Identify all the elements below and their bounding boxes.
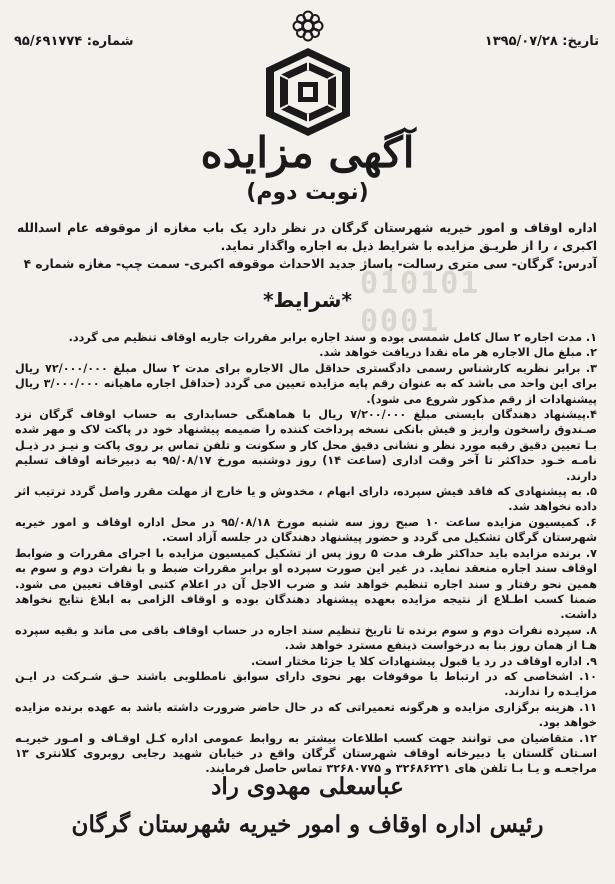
signatory-name: عباسعلی مهدوی راد [211, 773, 404, 800]
condition-item: ۱۲. متقاضیان می توانند جهت کسب اطلاعات بیشتر به روابط عمومی اداره کـل اوقـاف و امـور خیریـه اسـتان گلستان یا دبیرخانه اوقاف شهرستان گرگان واقع در خیابان شهید رجایی روبروی کلانتری ۱۳ مراجعـه و یـا بـا تلفن های ۳۲۶۸۶۲۲۱ و ۳۲۶۸۰۷۷۵ تماس حاصل فرمایند. [15, 731, 597, 776]
address-line: آدرس: گرگان- سی متری رسالت- پاساژ جدید الاحداث موقوفه اکبری- سمت چپ- مغازه شماره ۴ [23, 257, 597, 271]
flower-ornament-icon [290, 8, 326, 44]
conditions-list [15, 330, 597, 777]
condition-item: ۸. سپرده نفرات دوم و سوم برنده تا تاریخ تنظیم سند اجاره در حساب اوقاف باقی می ماند و بقیه سپرده هـا از همان روز بنا به درخواست ذینفع مسترد خواهد شد. [15, 623, 597, 653]
condition-item: ۹. اداره اوقاف در رد یا قبول پیشنهادات کلا یا جزئا مختار است. [250, 654, 597, 668]
notice-subtitle: (نوبت دوم) [246, 180, 369, 205]
condition-item: ۷. برنده مزایده باید حداکثر ظرف مدت ۵ روز پس از تشکیل کمیسیون مزایده با اجرای مقررات و ضوابط اوقاف سند اجاره منعقد نماید. در غیر این صورت سپرده او برابر مقررات ضبط و با نفرات دوم و سوم به همین نحو رفتار و سند اجاره تنظیم خواهد شد و ضرب الاجل آن در اعلام کتبی اوقاف تعیین می شود. ضمنا کسب اطـلاع از نتیجه مزایده بعهده پیشنهاد دهندگان بوده و اوقاف الزامی به ابلاغ نتایج نخواهد داشت. [15, 546, 597, 622]
background-watermark: 010101 0001 [360, 266, 481, 339]
condition-item: ۵. به پیشنهادی که فاقد فیش سپرده، دارای ابهام ، مخدوش و یا خارج از مهلت مقرر واصل گردد ترتیب اثر داده نخواهد شد. [15, 485, 597, 514]
notice-title: آگهی مزایده [200, 128, 415, 177]
condition-item: ۶. کمیسیون مزایده ساعت ۱۰ صبح روز سه شنبه مورخ ۹۵/۰۸/۱۸ در محل اداره اوقاف و امور خیریه شهرستان گرگان تشکیل می گردد و حضور پیشنهاد دهندگان در جلسه آزاد است. [15, 515, 598, 545]
condition-item: ۱. مدت اجاره ۲ سال کامل شمسی بوده و سند اجاره برابر مقررات جاریه اوقاف تنظیم می گردد. [68, 331, 597, 344]
conditions-heading: *شرایط* [263, 288, 352, 312]
condition-item: ۱۰. اشخاصی که در ارتباط با موقوفات بهر نحوی دارای سوابق نامطلوبی باشند حـق شـرکت در ایـن مزایـده را ندارند. [15, 669, 597, 699]
awqaf-emblem-icon [258, 46, 358, 138]
condition-item: ۲. مبلغ مال الاجاره هر ماه نقدا دریافت خواهد شد. [319, 346, 597, 360]
condition-item: ۴.پیشنهاد دهندگان بایستی مبلغ ۷/۲۰۰/۰۰۰ ریال با هماهنگی حسابداری به حساب اوقاف گرگان نزد صـندوق راسخون واریز و فیش بانکی نسخه پرداخت کننده را ضمیمه پیشنهاد خود در پاکت لاک و مهر شده بـا تعیین دقیق رقبه مورد نظر و نشانی دقیق محل کار و سکونت و تلفن تماس بر روی پاکت و نیـز در ذیـل نامـه خـود حداکثر تا آخر وقت اداری (ساعت ۱۴) روز دوشنبه مورخ ۹۵/۰۸/۱۷ به دبیرخانه اوقاف تسلیم دارند. [15, 408, 597, 483]
condition-item: ۱۱. هزینه برگزاری مزایده و هرگونه تعمیراتی که در حال حاضر ضرورت داشته باشد به عهده برنده مزایده خواهد بود. [15, 700, 597, 730]
condition-item: ۳. برابر نظریه کارشناس رسمی دادگستری حداقل مال الاجاره برای مدت ۲ سال مبلغ ۷۲/۰۰۰/۰۰۰ ریال برای این واحد می باشد که به عنوان رقم پایه مزایده تعیین می گردد (حداقل اجاره ماهیانه ۳/۰۰۰/۰۰۰ ریال پیشنهادات از رقم مذکور شروع می شود). [15, 361, 597, 406]
signatory-position: رئیس اداره اوقاف و امور خیریه شهرستان گرگان [71, 811, 544, 838]
notice-number: شماره: ۹۵/۶۹۱۷۷۴ [14, 34, 134, 49]
intro-paragraph: اداره اوقاف و امور خیریه شهرستان گرگان در نظر دارد یک باب مغازه از موقوفه عام اسدالله اکبری ، را از طریـق مزایده با شرایط ذیل به اجاره واگذار نماید. [17, 221, 597, 253]
notice-date: تاریخ: ۱۳۹۵/۰۷/۲۸ [484, 34, 599, 49]
